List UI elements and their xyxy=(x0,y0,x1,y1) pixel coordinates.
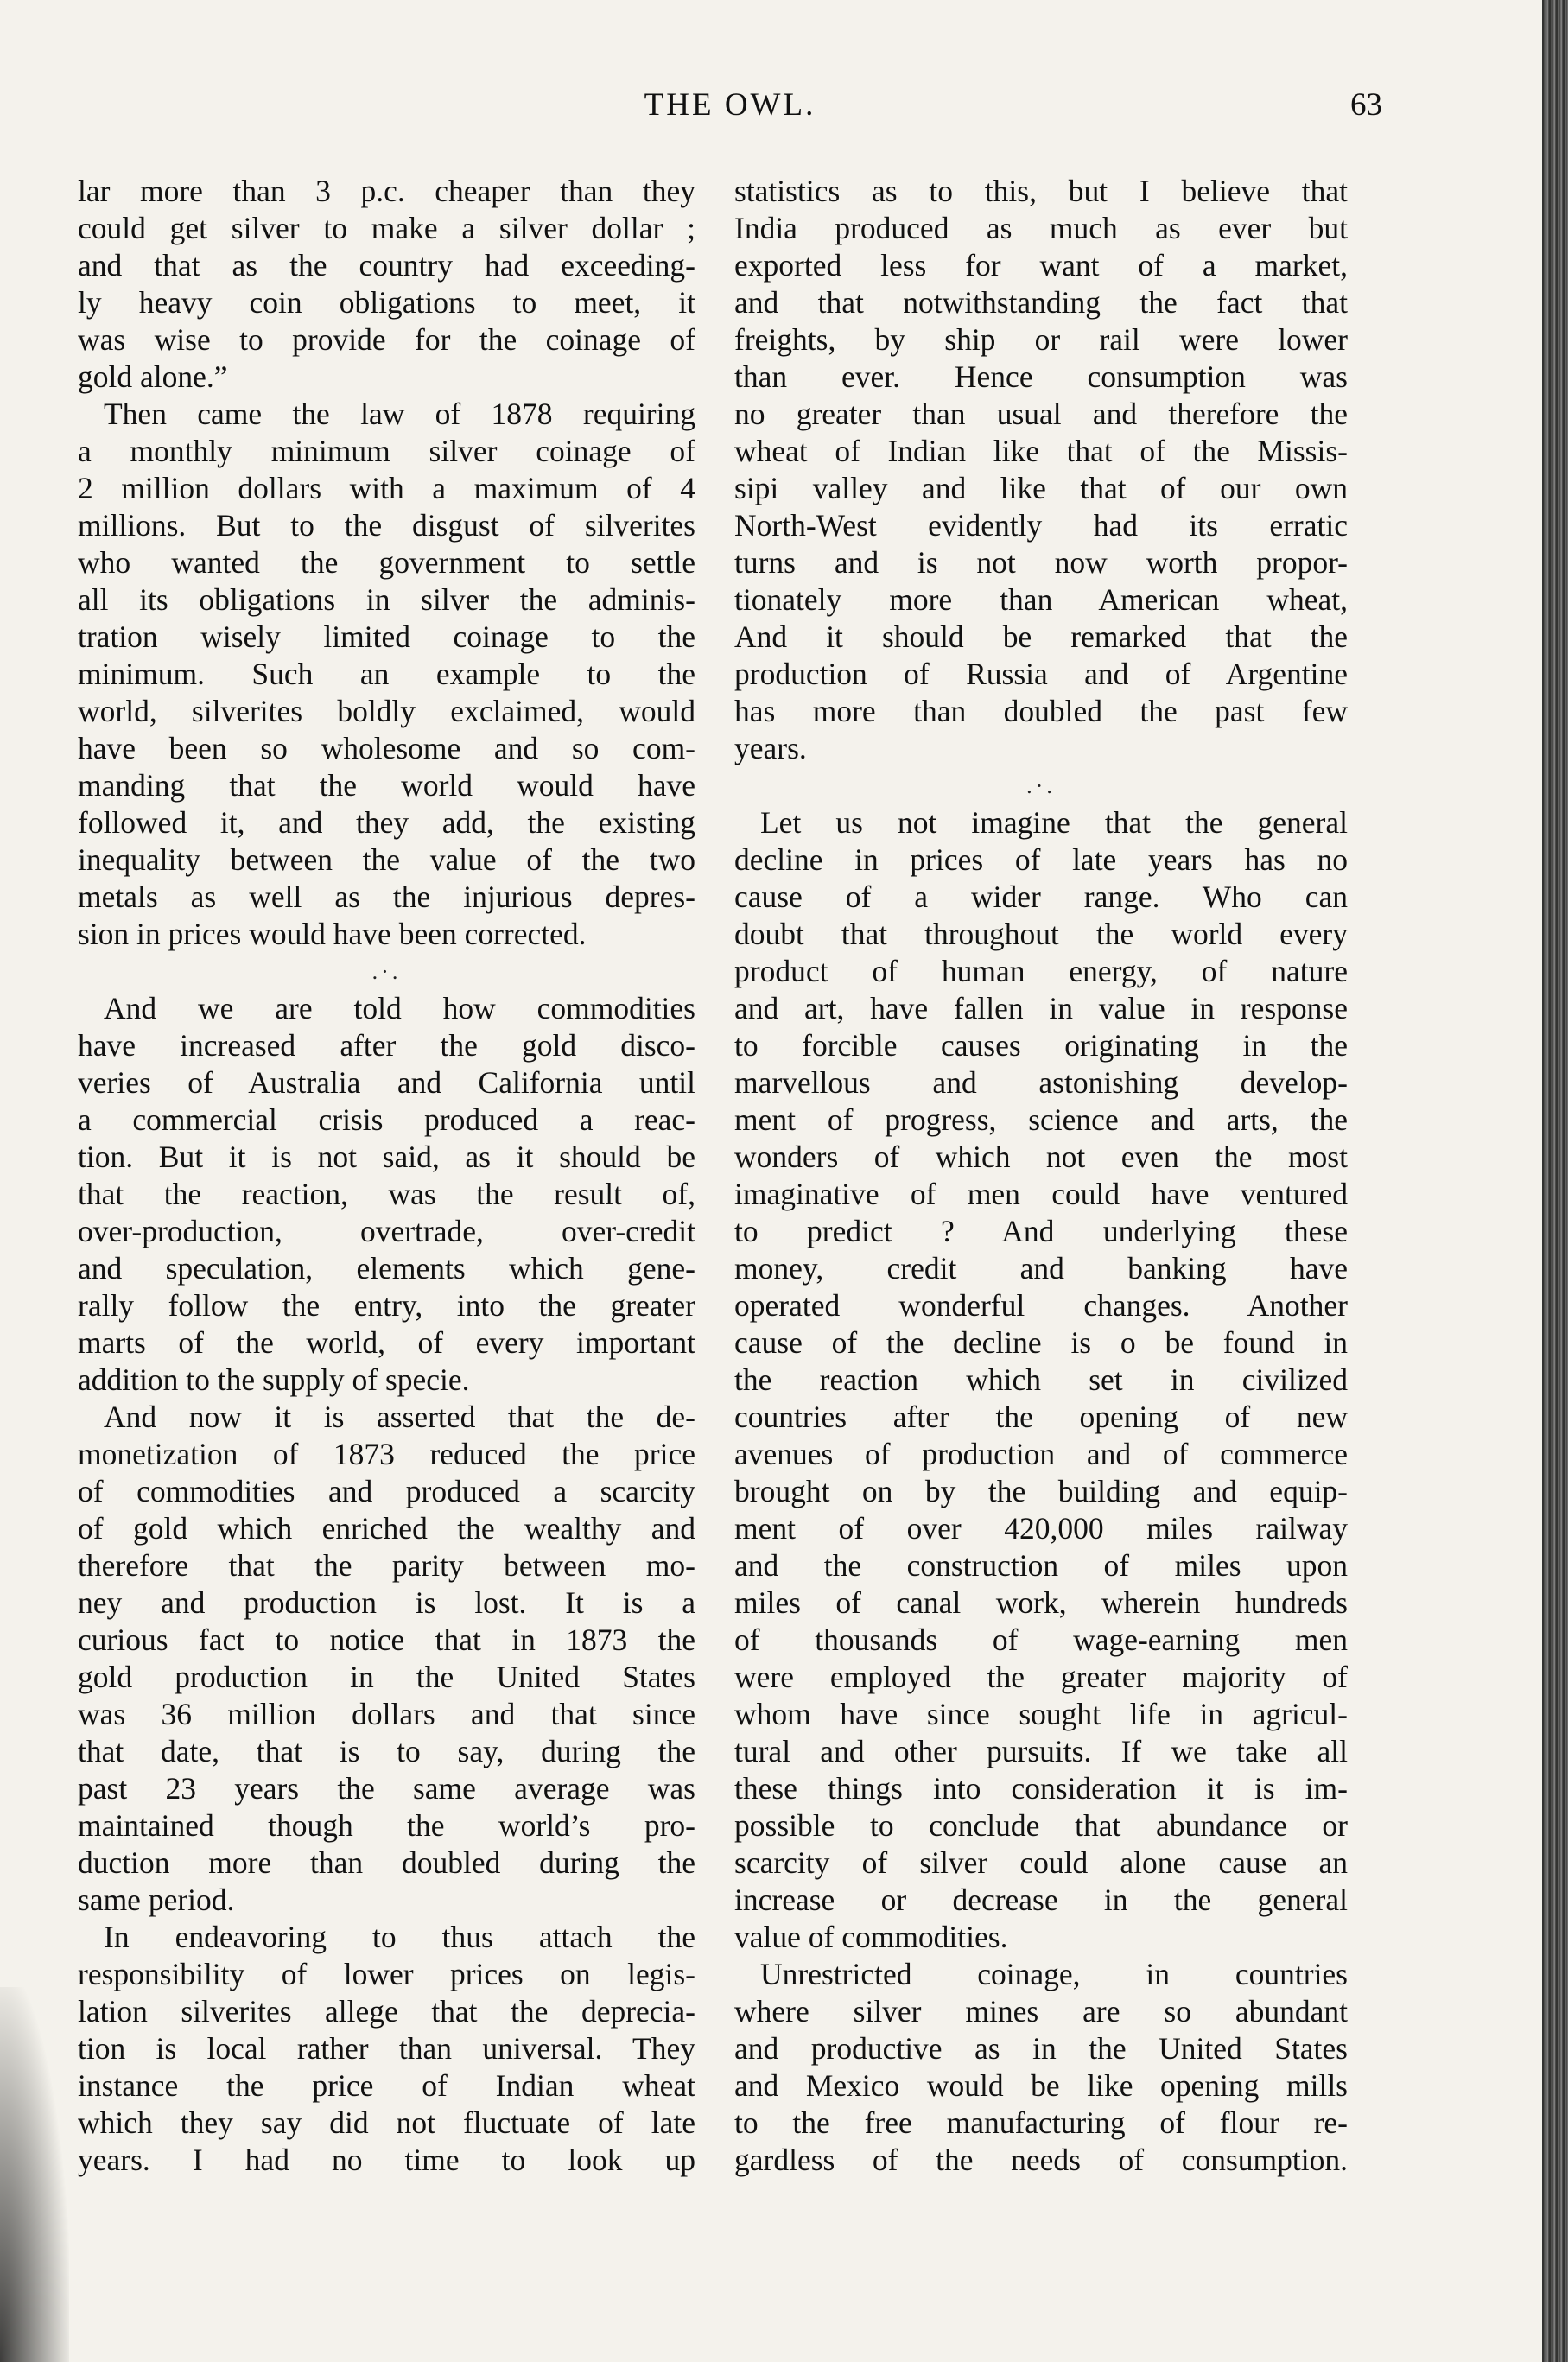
text-line: all its obligations in silver the adminis- xyxy=(78,582,695,617)
text-line: And it should be remarked that the xyxy=(734,619,1348,654)
text-line: brought on by the building and equip- xyxy=(734,1474,1348,1508)
text-line: no greater than usual and therefore the xyxy=(734,397,1348,431)
text-line: India produced as much as ever but xyxy=(734,211,1348,245)
text-line: ney and production is lost. It is a xyxy=(78,1585,695,1620)
text-line: metals as well as the injurious depres- xyxy=(78,879,695,914)
text-line: manding that the world would have xyxy=(78,768,695,803)
text-line: and art, have fallen in value in response xyxy=(734,991,1348,1025)
right-column xyxy=(734,173,1348,2179)
text-line: sion in prices would have been corrected. xyxy=(78,917,587,951)
text-line: and that notwithstanding the fact that xyxy=(734,285,1348,320)
text-line: than ever. Hence consumption was xyxy=(734,359,1348,394)
text-line: Then came the law of 1878 requiring xyxy=(104,397,695,431)
text-line: marts of the world, of every important xyxy=(78,1325,695,1360)
text-line: to the free manufacturing of flour re- xyxy=(734,2105,1348,2140)
text-line: 2 million dollars with a maximum of 4 xyxy=(78,471,695,505)
text-line: ment of progress, science and arts, the xyxy=(734,1102,1348,1137)
text-line: rally follow the entry, into the greater xyxy=(78,1288,695,1323)
text-line: and productive as in the United States xyxy=(734,2031,1348,2066)
text-line: gardless of the needs of consumption. xyxy=(734,2143,1348,2177)
text-line: world, silverites boldly exclaimed, would xyxy=(78,694,695,728)
text-line: was wise to provide for the coinage of xyxy=(78,322,695,357)
text-line: lation silverites allege that the deprecia- xyxy=(78,1994,695,2029)
text-line: of thousands of wage-earning men xyxy=(734,1622,1348,1657)
text-line: wheat of Indian like that of the Missis- xyxy=(734,434,1348,468)
text-line: tionately more than American wheat, xyxy=(734,582,1348,617)
text-line: Let us not imagine that the general xyxy=(760,805,1348,840)
text-line: and Mexico would be like opening mills xyxy=(734,2068,1348,2103)
text-line: a commercial crisis produced a reac- xyxy=(78,1102,695,1137)
text-line: a monthly minimum silver coinage of xyxy=(78,434,695,468)
text-line: responsibility of lower prices on legis- xyxy=(78,1957,695,1991)
text-line: therefore that the parity between mo- xyxy=(78,1548,695,1583)
text-line: exported less for want of a market, xyxy=(734,248,1348,283)
text-line: veries of Australia and California until xyxy=(78,1065,695,1100)
text-line: turns and is not now worth propor- xyxy=(734,545,1348,580)
text-line: whom have since sought life in agricul- xyxy=(734,1697,1348,1731)
text-line: the reaction which set in civilized xyxy=(734,1362,1348,1397)
text-line: scarcity of silver could alone cause an xyxy=(734,1845,1348,1880)
text-line: product of human energy, of nature xyxy=(734,954,1348,988)
text-line: years. I had no time to look up xyxy=(78,2143,695,2177)
text-line: ment of over 420,000 miles railway xyxy=(734,1511,1348,1546)
text-line: over-production, overtrade, over-credit xyxy=(78,1214,695,1248)
page-header xyxy=(78,86,1382,138)
text-line: years. xyxy=(734,731,807,765)
text-line: monetization of 1873 reduced the price xyxy=(78,1437,695,1471)
text-line: these things into consideration it is im- xyxy=(734,1771,1348,1806)
text-line: lar more than 3 p.c. cheaper than they xyxy=(78,174,695,208)
text-line: followed it, and they add, the existing xyxy=(78,805,695,840)
text-line: curious fact to notice that in 1873 the xyxy=(78,1622,695,1657)
text-line: freights, by ship or rail were lower xyxy=(734,322,1348,357)
text-line: tion is local rather than universal. They xyxy=(78,2031,695,2066)
text-line: and the construction of miles upon xyxy=(734,1548,1348,1583)
text-line: has more than doubled the past few xyxy=(734,694,1348,728)
text-line: past 23 years the same average was xyxy=(78,1771,695,1806)
text-line: countries after the opening of new xyxy=(734,1400,1348,1434)
text-line: to forcible causes originating in the xyxy=(734,1028,1348,1063)
text-line: increase or decrease in the general xyxy=(734,1883,1348,1917)
text-line: was 36 million dollars and that since xyxy=(78,1697,695,1731)
text-line: and that as the country had exceeding- xyxy=(78,248,695,283)
text-line: ly heavy coin obligations to meet, it xyxy=(78,285,695,320)
text-line: who wanted the government to settle xyxy=(78,545,695,580)
text-line: value of commodities. xyxy=(734,1920,1008,1954)
text-line: which they say did not fluctuate of late xyxy=(78,2105,695,2140)
page-number: 63 xyxy=(1350,87,1382,123)
text-line: money, credit and banking have xyxy=(734,1251,1348,1286)
text-line: statistics as to this, but I believe that xyxy=(734,174,1348,208)
text-line: of gold which enriched the wealthy and xyxy=(78,1511,695,1546)
section-separator: .·. xyxy=(371,959,402,984)
text-line: where silver mines are so abundant xyxy=(734,1994,1348,2029)
page-corner-shadow xyxy=(0,1987,69,2362)
text-line: minimum. Such an example to the xyxy=(78,657,695,691)
text-line: that date, that is to say, during the xyxy=(78,1734,695,1768)
text-line: of commodities and produced a scarcity xyxy=(78,1474,695,1508)
text-line: have increased after the gold disco- xyxy=(78,1028,695,1063)
text-line: have been so wholesome and so com- xyxy=(78,731,695,765)
text-line: And now it is asserted that the de- xyxy=(104,1400,695,1434)
text-line: millions. But to the disgust of silverites xyxy=(78,508,695,543)
text-line: could get silver to make a silver dollar ; xyxy=(78,211,695,245)
text-line: and speculation, elements which gene- xyxy=(78,1251,695,1286)
text-line: In endeavoring to thus attach the xyxy=(104,1920,695,1954)
text-line: doubt that throughout the world every xyxy=(734,917,1348,951)
section-separator: .·. xyxy=(1026,773,1056,798)
text-line: addition to the supply of specie. xyxy=(78,1362,470,1397)
text-line: duction more than doubled during the xyxy=(78,1845,695,1880)
text-line: gold production in the United States xyxy=(78,1660,695,1694)
text-line: gold alone.” xyxy=(78,359,228,394)
text-line: were employed the greater majority of xyxy=(734,1660,1348,1694)
page-edge-shadow xyxy=(1542,0,1568,2362)
text-line: operated wonderful changes. Another xyxy=(734,1288,1348,1323)
text-line: to predict ? And underlying these xyxy=(734,1214,1348,1248)
left-column xyxy=(78,173,695,2179)
text-line: miles of canal work, wherein hundreds xyxy=(734,1585,1348,1620)
text-line: avenues of production and of commerce xyxy=(734,1437,1348,1471)
text-line: same period. xyxy=(78,1883,235,1917)
text-line: decline in prices of late years has no xyxy=(734,842,1348,877)
text-line: that the reaction, was the result of, xyxy=(78,1177,695,1211)
text-line: Unrestricted coinage, in countries xyxy=(760,1957,1348,1991)
text-line: marvellous and astonishing develop- xyxy=(734,1065,1348,1100)
text-line: inequality between the value of the two xyxy=(78,842,695,877)
text-line: maintained though the world’s pro- xyxy=(78,1808,695,1843)
text-line: imaginative of men could have ventured xyxy=(734,1177,1348,1211)
text-line: sipi valley and like that of our own xyxy=(734,471,1348,505)
text-line: wonders of which not even the most xyxy=(734,1140,1348,1174)
text-line: instance the price of Indian wheat xyxy=(78,2068,695,2103)
running-title: THE OWL. xyxy=(644,87,816,123)
text-line: cause of a wider range. Who can xyxy=(734,879,1348,914)
text-line: tion. But it is not said, as it should be xyxy=(78,1140,695,1174)
text-line: And we are told how commodities xyxy=(104,991,695,1025)
text-line: production of Russia and of Argentine xyxy=(734,657,1348,691)
text-line: North-West evidently had its erratic xyxy=(734,508,1348,543)
text-line: tration wisely limited coinage to the xyxy=(78,619,695,654)
text-line: cause of the decline is o be found in xyxy=(734,1325,1348,1360)
text-line: tural and other pursuits. If we take all xyxy=(734,1734,1348,1768)
text-line: possible to conclude that abundance or xyxy=(734,1808,1348,1843)
